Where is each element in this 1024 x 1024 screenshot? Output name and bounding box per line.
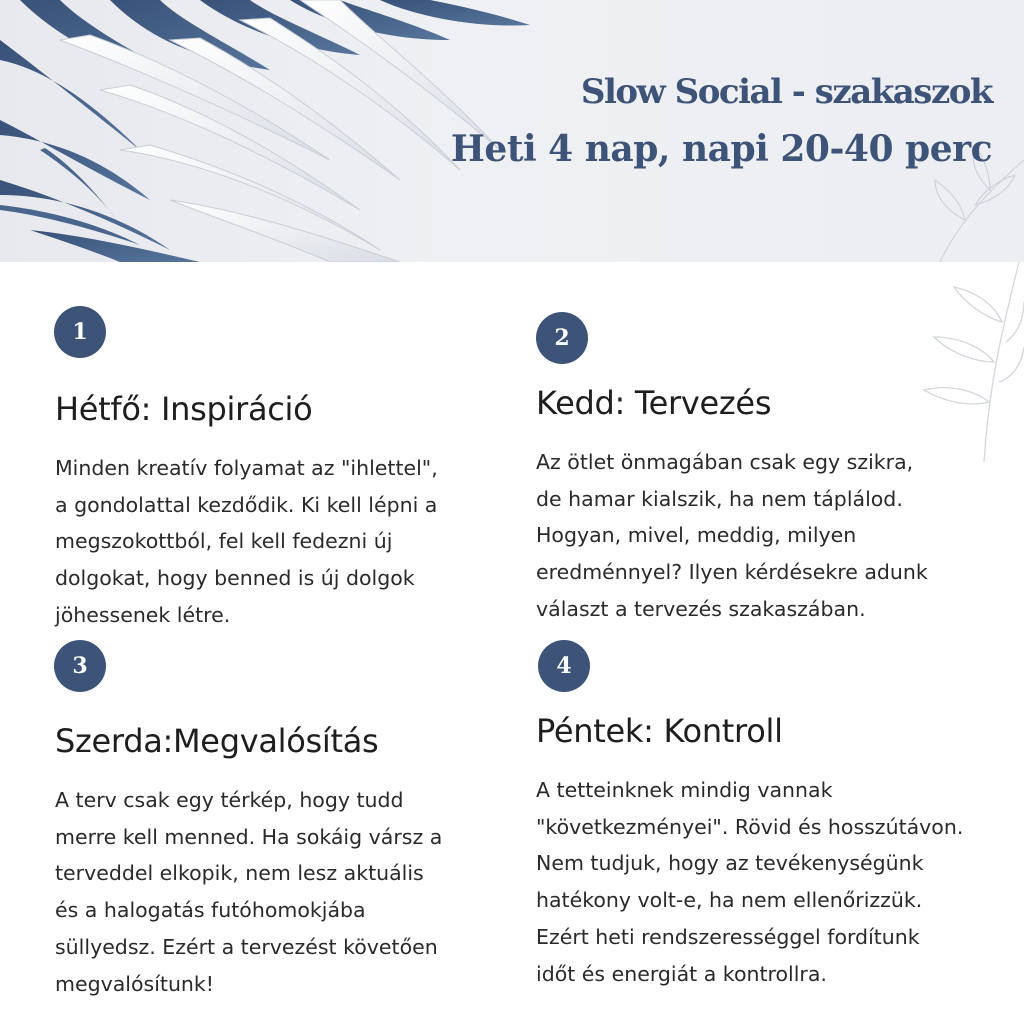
header-banner bbox=[0, 0, 1024, 262]
step-number-badge: 4 bbox=[538, 640, 590, 692]
section-heading: Kedd: Tervezés bbox=[536, 384, 772, 422]
section-body: A terv csak egy térkép, hogy tudd merre kell menned. Ha sokáig vársz a terveddel elkopik, nem lesz aktuális és a halogatás futóhomokjába süllyedsz. Ezért a tervezést követően megvalósítunk! bbox=[55, 788, 443, 996]
step-number-badge: 2 bbox=[536, 312, 588, 364]
section-heading: Hétfő: Inspiráció bbox=[55, 390, 313, 428]
step-number-badge: 3 bbox=[54, 640, 106, 692]
section-heading: Szerda:Megvalósítás bbox=[55, 722, 379, 760]
section-body: Az ötlet önmagában csak egy szikra, de hamar kialszik, ha nem táplálod. Hogyan, mivel, meddig, milyen eredménnyel? Ilyen kérdésekre adunk választ a tervezés szakaszában. bbox=[536, 450, 928, 621]
section-heading: Péntek: Kontroll bbox=[536, 712, 783, 750]
section-body: Minden kreatív folyamat az "ihlettel", a gondolattal kezdődik. Ki kell lépni a megszokottból, fel kell fedezni új dolgokat, hogy benned is új dolgok jöhessenek létre. bbox=[55, 456, 438, 627]
step-number-badge: 1 bbox=[54, 306, 106, 358]
page-subtitle: Heti 4 nap, napi 20-40 perc bbox=[450, 128, 992, 170]
page-title: Slow Social - szakaszok bbox=[580, 72, 992, 112]
section-body: A tetteinknek mindig vannak "következményei". Rövid és hosszútávon. Nem tudjuk, hogy az tevékenységünk hatékony volt-e, ha nem ellenőrizzük. Ezért heti rendszerességgel fordítunk időt és energiát a kontrollra. bbox=[536, 778, 964, 986]
